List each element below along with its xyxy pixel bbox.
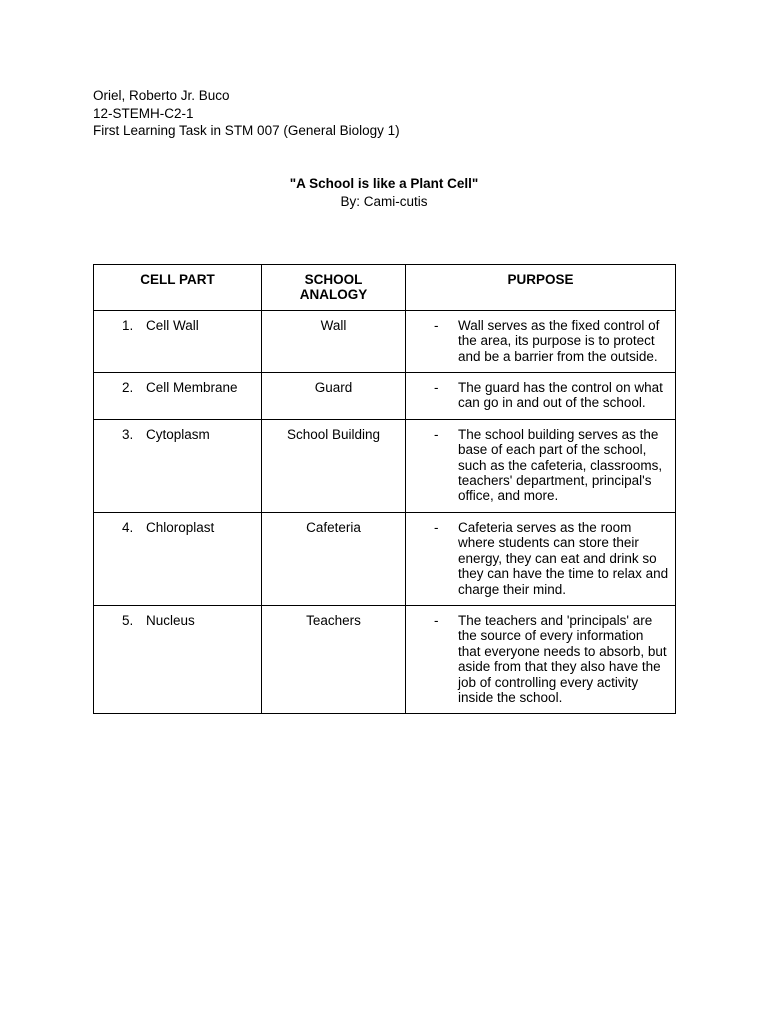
document-title-block [0, 175, 768, 210]
school-analogy: Teachers [262, 605, 406, 713]
cell-part [94, 310, 262, 372]
purpose-cell [406, 605, 676, 713]
cell-part-label: Cell Wall [146, 317, 199, 333]
row-number: 2. [122, 380, 134, 396]
row-number: 5. [122, 612, 134, 628]
purpose-text: Wall serves as the fixed control of the area, its purpose is to protect and be a barrier from the outside. [458, 317, 660, 364]
cell-part [94, 512, 262, 605]
purpose-cell [406, 512, 676, 605]
purpose-text: Cafeteria serves as the room where students can store their energy, they can eat and drink so they can have the time to relax and charge their mind. [458, 519, 669, 597]
bullet-dash: - [434, 380, 439, 396]
task-title: First Learning Task in STM 007 (General Biology 1) [93, 123, 400, 138]
table-row [94, 419, 676, 512]
purpose-cell [406, 373, 676, 420]
cell-part-label: Cell Membrane [146, 380, 238, 396]
student-name: Oriel, Roberto Jr. Buco [93, 88, 230, 103]
purpose-cell [406, 419, 676, 512]
row-number: 3. [122, 426, 134, 442]
document-title: "A School is like a Plant Cell" [289, 176, 479, 191]
bullet-dash: - [434, 426, 439, 442]
school-analogy: Cafeteria [262, 512, 406, 605]
purpose-text: The guard has the control on what can go in and out of the school. [458, 380, 663, 411]
header-cell-part: CELL PART [94, 265, 262, 311]
table-row [94, 605, 676, 713]
row-number: 1. [122, 317, 134, 333]
table-row [94, 373, 676, 420]
cell-part-label: Cytoplasm [146, 426, 210, 442]
table-row [94, 512, 676, 605]
bullet-dash: - [434, 519, 439, 535]
student-section: 12-STEMH-C2-1 [93, 105, 194, 121]
document-byline: By: Cami-cutis [340, 193, 428, 209]
bullet-dash: - [434, 317, 439, 333]
header-purpose: PURPOSE [406, 265, 676, 311]
school-analogy: Wall [262, 310, 406, 372]
header-school-analogy-line1: SCHOOL [304, 272, 363, 287]
cell-part [94, 419, 262, 512]
purpose-text: The school building serves as the base of each part of the school, such as the cafeteria, classrooms, teachers' department, principal's office, and more. [458, 426, 663, 504]
school-analogy: School Building [262, 419, 406, 512]
cell-part-label: Chloroplast [146, 519, 215, 535]
purpose-text: The teachers and 'principals' are the source of every information that everyone needs to absorb, but aside from that they also have the job of controlling every activity inside the school. [458, 612, 667, 705]
row-number: 4. [122, 519, 134, 535]
cell-part-label: Nucleus [146, 612, 195, 628]
analogy-table [93, 264, 676, 714]
purpose-cell [406, 310, 676, 372]
table-row [94, 310, 676, 372]
student-info [93, 87, 400, 140]
header-school-analogy [262, 265, 406, 311]
cell-part [94, 605, 262, 713]
school-analogy: Guard [262, 373, 406, 420]
table-header-row [94, 265, 676, 311]
cell-part [94, 373, 262, 420]
header-school-analogy-line2: ANALOGY [299, 287, 368, 303]
bullet-dash: - [434, 612, 439, 628]
